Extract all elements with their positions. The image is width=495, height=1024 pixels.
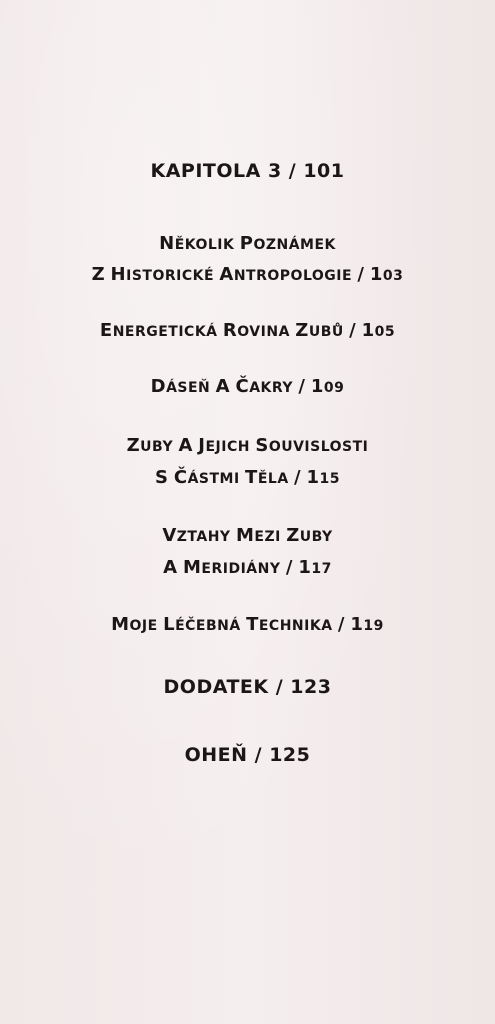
- toc-entry-vztahy-mezi-zuby-line-1: VZTAHY MEZI ZUBY: [162, 525, 333, 546]
- toc-entry-zuby-a-souvislosti-line-2: S ČÁSTMI TĚLA / 115: [155, 467, 340, 488]
- toc-entry-vztahy-mezi-zuby-line-2: A MERIDIÁNY / 117: [163, 557, 332, 578]
- toc-entry-dodatek: DODATEK / 123: [163, 676, 332, 698]
- toc-entry-energeticka-rovina: ENERGETICKÁ ROVINA ZUBŮ / 105: [99, 320, 396, 341]
- toc-entry-nekolik-poznamek-line-2: Z HISTORICKÉ ANTROPOLOGIE / 103: [91, 264, 404, 285]
- toc-entry-dasen-a-cakry: DÁSEŇ A ČAKRY / 109: [150, 376, 345, 397]
- toc-entry-zuby-a-souvislosti-line-1: ZUBY A JEJICH SOUVISLOSTI: [126, 435, 369, 456]
- toc-entry-moje-lecebna-technika: MOJE LÉČEBNÁ TECHNIKA / 119: [111, 614, 384, 635]
- toc-entry-ohen: OHEŇ / 125: [184, 744, 311, 766]
- toc-entry-kapitola-3: KAPITOLA 3 / 101: [150, 160, 345, 182]
- toc-entry-nekolik-poznamek-line-1: NĚKOLIK POZNÁMEK: [159, 233, 336, 254]
